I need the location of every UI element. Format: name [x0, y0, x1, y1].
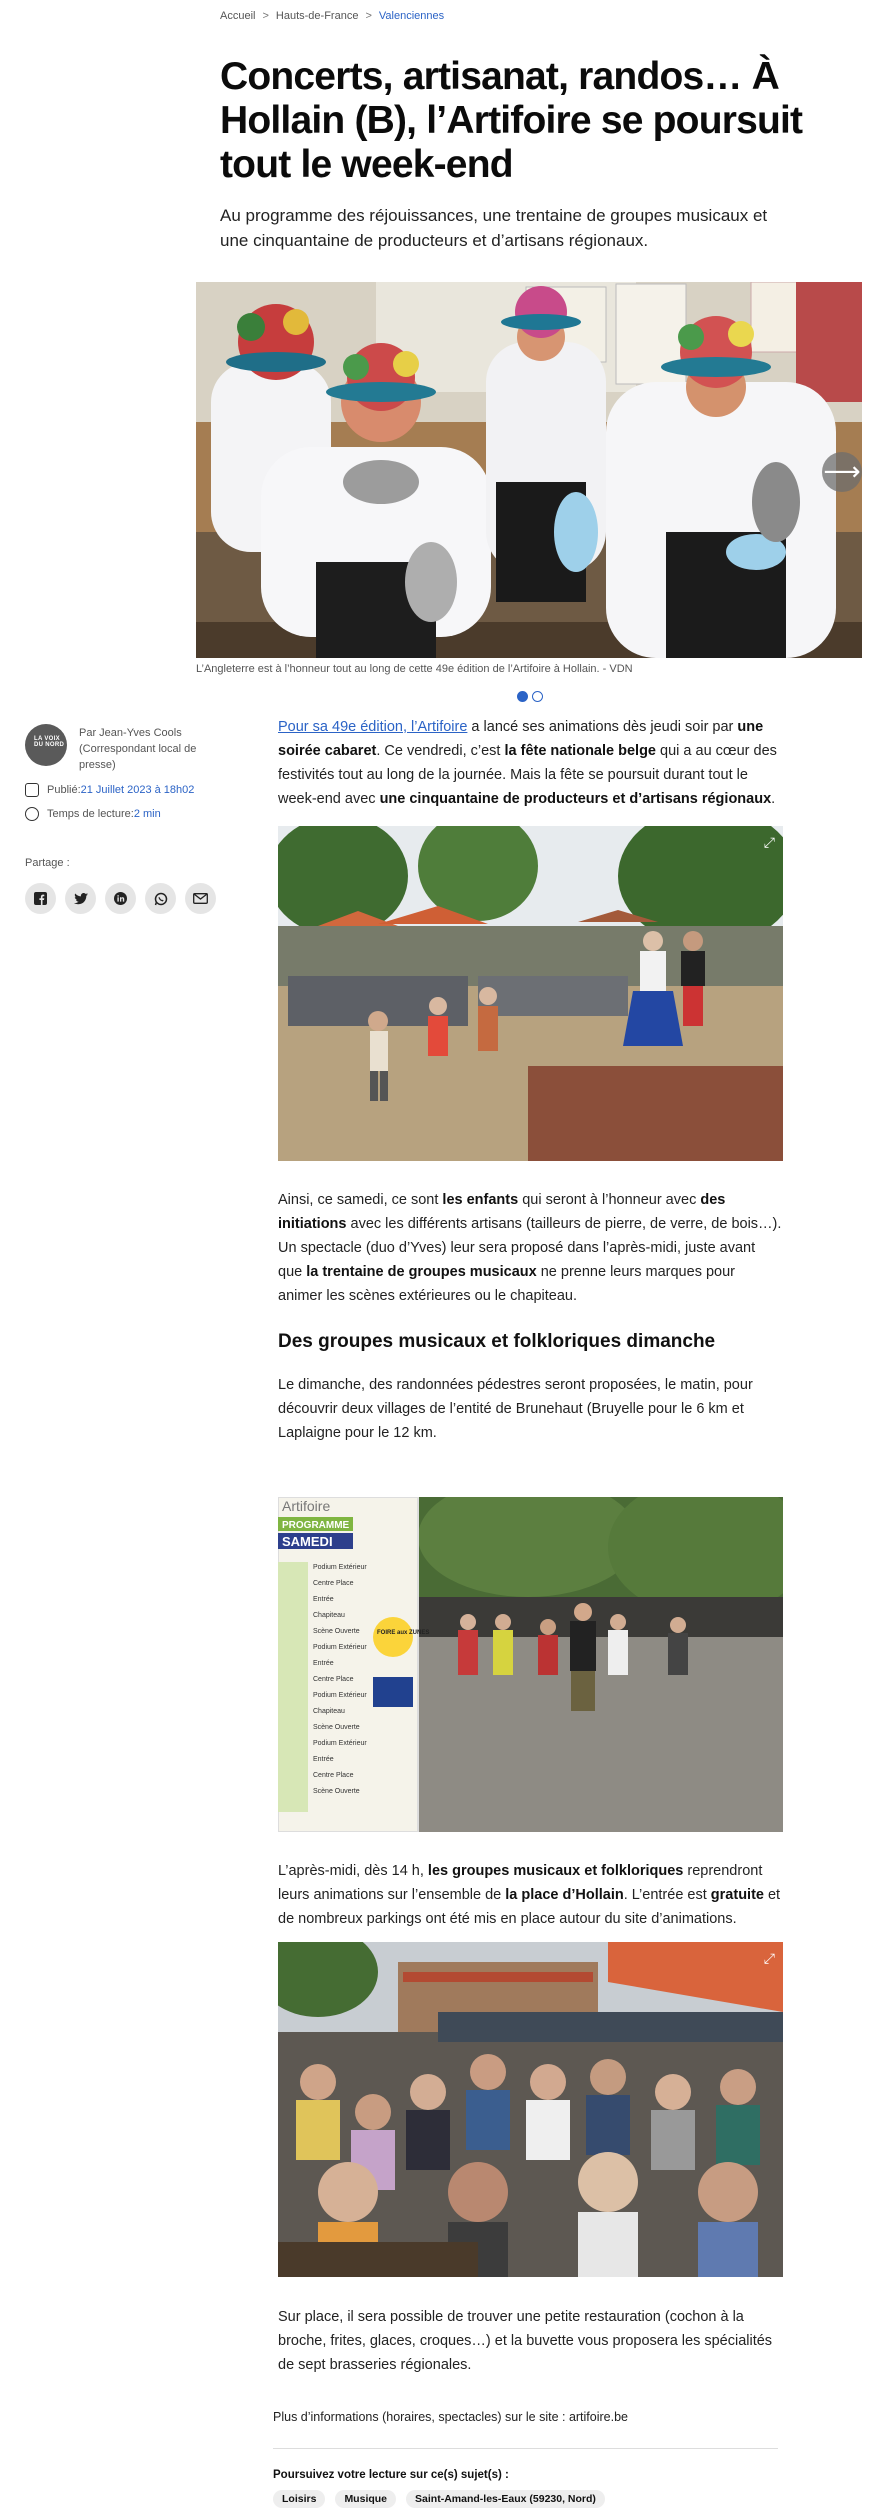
svg-text:Podium Extérieur: Podium Extérieur	[313, 1740, 367, 1747]
author-block	[25, 724, 235, 773]
carousel-pagination	[517, 691, 543, 702]
author-name: Par Jean-Yves Cools (Correspondant local de presse)	[79, 727, 197, 771]
breadcrumb-separator: >	[365, 10, 372, 22]
svg-text:Entrée: Entrée	[313, 1596, 334, 1603]
tag-musique[interactable]: Musique	[335, 2490, 396, 2508]
hero-caption: L’Angleterre est à l’honneur tout au long de cette 49e édition de l’Artifoire à Hollain. - VDN	[196, 663, 633, 675]
divider	[273, 2448, 778, 2449]
svg-text:Podium Extérieur: Podium Extérieur	[313, 1644, 367, 1651]
breadcrumb	[220, 10, 444, 22]
section-heading: Des groupes musicaux et folkloriques dimanche	[278, 1331, 716, 1352]
breadcrumb-home[interactable]: Accueil	[220, 10, 256, 22]
carousel-dot-1[interactable]	[517, 691, 528, 702]
photo-crowd-tables	[278, 1942, 783, 2277]
photo-fair-square	[278, 826, 783, 1161]
clock-icon	[25, 807, 39, 821]
svg-text:Scène Ouverte: Scène Ouverte	[313, 1628, 360, 1635]
svg-text:Entrée: Entrée	[313, 1756, 334, 1763]
article-subtitle: Au programme des réjouissances, une trentaine de groupes musicaux et une cinquantaine de producteurs et d’artisans régionaux.	[220, 206, 768, 250]
svg-text:Centre Place: Centre Place	[313, 1676, 354, 1683]
article-paragraph-4: L’après-midi, dès 14 h, les groupes musicaux et folkloriques reprendront leurs animations sur l’ensemble de la place d’Hollain. L’entrée est gratuite et de nombreux parkings ont été mis en place autour du site d’animations.	[278, 1863, 781, 1927]
svg-text:Chapiteau: Chapiteau	[313, 1612, 345, 1619]
edition-link[interactable]: Pour sa 49e édition, l’Artifoire	[278, 719, 468, 735]
photo-program-poster	[278, 1497, 783, 1832]
tag-loisirs[interactable]: Loisirs	[273, 2490, 325, 2508]
published-date: Publié:21 Juillet 2023 à 18h02	[25, 783, 235, 797]
breadcrumb-region[interactable]: Hauts-de-France	[275, 10, 359, 22]
reading-time: Temps de lecture:2 min	[25, 807, 235, 821]
more-info: Plus d’informations (horaires, spectacles) sur le site : artifoire.be	[273, 2410, 629, 2424]
share-label: Partage :	[25, 857, 70, 869]
expand-icon[interactable]: ⤢	[763, 834, 775, 850]
article-paragraph-2: Ainsi, ce samedi, ce sont les enfants qui seront à l’honneur avec des initiations avec les différents artisans (tailleurs de pierre, de verre, de bois…). Un spectacle (duo d’Yves) leur sera proposé dans l’après-midi, juste avant que la trentaine de groupes musicaux ne prenne leurs marques pour animer les scènes extérieures ou le chapiteau.	[278, 1192, 782, 1304]
svg-text:Centre Place: Centre Place	[313, 1580, 354, 1587]
expand-icon[interactable]: ⤢	[763, 1950, 775, 1966]
calendar-icon	[25, 783, 39, 797]
topic-tags	[273, 2490, 605, 2508]
breadcrumb-separator: >	[262, 10, 269, 22]
article-sidebar	[25, 724, 235, 914]
poster-program: PROGRAMME	[282, 1520, 350, 1531]
topics-label: Poursuivez votre lecture sur ce(s) sujet(s) :	[273, 2469, 509, 2481]
svg-text:Centre Place: Centre Place	[313, 1772, 354, 1779]
article-paragraph-3: Le dimanche, des randonnées pédestres seront proposées, le matin, pour découvrir deux villages de l’entité de Brunehaut (Bruyelle pour le 6 km et Laplaigne pour le 12 km.	[278, 1377, 753, 1441]
breadcrumb-city[interactable]: Valenciennes	[378, 10, 445, 22]
poster-day: SAMEDI	[282, 1534, 333, 1549]
facebook-icon[interactable]	[25, 883, 56, 914]
svg-text:Podium Extérieur: Podium Extérieur	[313, 1564, 367, 1571]
svg-text:Scène Ouverte: Scène Ouverte	[313, 1724, 360, 1731]
svg-text:Scène Ouverte: Scène Ouverte	[313, 1788, 360, 1795]
hero-photo-morris-dancers	[196, 282, 862, 658]
carousel-dot-2[interactable]	[532, 691, 543, 702]
poster-brand: Artifoire	[282, 1498, 331, 1514]
linkedin-icon[interactable]	[105, 883, 136, 914]
article-paragraph-1: Pour sa 49e édition, l’Artifoire a lancé ses animations dès jeudi soir par une soirée cabaret. Ce vendredi, c’est la fête nationale belge qui a au cœur des festivités tout au long de la journée. Mais la fête se poursuit durant tout le week-end avec une cinquantaine de producteurs et d’artisans régionaux.	[278, 719, 777, 807]
article-title: Concerts, artisanat, randos… À Hollain (B), l’Artifoire se poursuit tout le week-end	[220, 55, 803, 186]
svg-text:Podium Extérieur: Podium Extérieur	[313, 1692, 367, 1699]
svg-text:Entrée: Entrée	[313, 1660, 334, 1667]
whatsapp-icon[interactable]	[145, 883, 176, 914]
svg-text:Chapiteau: Chapiteau	[313, 1708, 345, 1715]
newspaper-logo: LA VOIX DU NORD	[25, 724, 67, 766]
mail-icon[interactable]	[185, 883, 216, 914]
poster-badge: FOIRE aux ZUNES	[377, 1630, 430, 1636]
twitter-icon[interactable]	[65, 883, 96, 914]
article-paragraph-5: Sur place, il sera possible de trouver une petite restauration (cochon à la broche, frites, glaces, croques…) et la buvette vous proposera les spécialités de sept brasseries régionales.	[278, 2309, 773, 2373]
share-buttons	[25, 883, 235, 914]
carousel-next-arrow-icon[interactable]: ⟶	[822, 452, 862, 492]
tag-location[interactable]: Saint-Amand-les-Eaux (59230, Nord)	[406, 2490, 605, 2508]
